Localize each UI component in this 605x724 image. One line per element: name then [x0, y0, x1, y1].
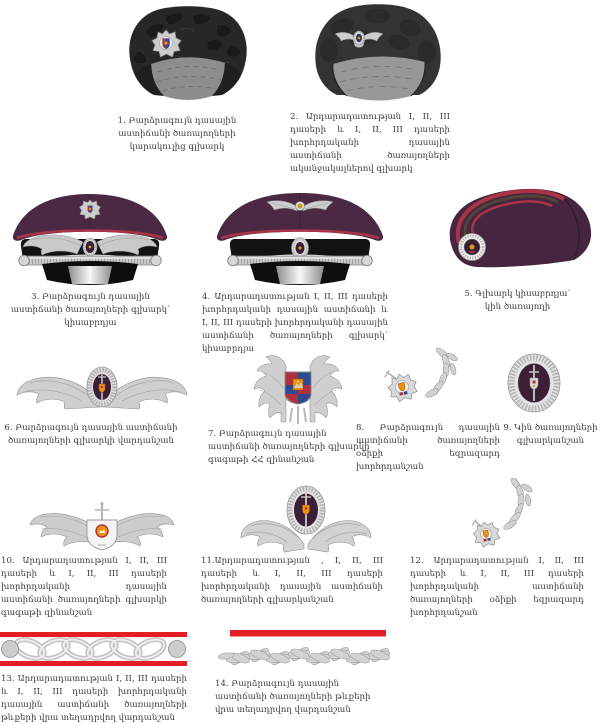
braid-band-illustration [0, 630, 190, 668]
side-button [228, 255, 238, 265]
cockade-wreath-illustration [237, 480, 375, 555]
exhibit-12-caption: 12. Արդարադատության I, II, III դասերի և I, II, III դասերի խորհրդականի աստիճանի ծառայողների օձիքի եզրազարդ խորհրդանշան [410, 556, 584, 618]
sword-shield-icon [87, 502, 117, 550]
exhibit-10-figure [28, 499, 176, 557]
exhibit-12-figure [458, 476, 542, 550]
lion-supporter-icon [310, 356, 342, 422]
karakul-fur-hat-illustration [122, 4, 254, 108]
exhibit-5-caption: 5. Գլխարկ կիսաբրդյա՝ կին ծառայողի [464, 289, 571, 312]
wreath-rosette-illustration [14, 359, 190, 413]
collar-badge-illustration [458, 476, 542, 550]
exhibit-3-figure [7, 186, 173, 292]
exhibit-6-figure [14, 359, 190, 413]
laurel-branch-icon [502, 477, 533, 531]
exhibit-7-figure [250, 352, 346, 430]
band-cockade-icon [292, 238, 309, 259]
exhibit-13-caption: 13. Արդարադատության I, II, III դասերի և I, II, III դասերի խորհրդականի դասային աստիճանի ծառայողների թևքերի վրա տեղադրվող վարդանշան [1, 674, 187, 723]
red-stripe [230, 630, 386, 637]
exhibit-14-figure [218, 628, 396, 680]
exhibit-8-caption: 8. Բարձրագույն դասային աստիճանի ծառայողների օձիքի եզրազարդ խորհրդանշան [356, 423, 500, 472]
exhibit-10-caption: 10. Արդարադատության I, II, III դասերի և I, II, III դասերի խորհրդականի դասային աստիճանի ծառայողների գլխարկի գագաթի զինանշան [1, 556, 167, 618]
eagle-supporter-icon [254, 356, 286, 422]
collar-plate-badge-icon [383, 365, 419, 404]
exhibit-8-figure [374, 345, 472, 415]
exhibit-2-caption: 2. Արդարադատության I, II, III դասերի և I, II, III դասերի խորհրդականի դասային աստիճանի ծառայողների ականջակալներով գլխարկ [290, 112, 450, 174]
arms-shield-icon [285, 372, 311, 404]
earflap-fur-hat-illustration [307, 2, 449, 106]
exhibit-1-caption: 1. Բարձրագույն դասային աստիճանի ծառայողների կարակուլից գլխարկ [117, 116, 237, 152]
exhibit-4-caption: 4. Արդարադատության I, II, III դասերի խորհրդականի դասային աստիճանի և I, II, III դասերի խորհրդականի դասային աստիճանի ծառայողների գլխարկ՝ կիսաբրդյա [202, 292, 388, 354]
laurel-band-illustration [218, 628, 396, 680]
side-cap-illustration [438, 183, 600, 279]
collar-badge-illustration [374, 345, 472, 415]
exhibit-5-figure [438, 183, 600, 279]
oval-cockade-illustration [503, 352, 565, 414]
side-button [151, 255, 161, 265]
winged-badge-illustration [28, 499, 176, 557]
side-button [362, 255, 372, 265]
end-knob [2, 641, 19, 658]
peaked-cap-illustration [7, 186, 173, 292]
collar-plate-badge-icon [471, 516, 502, 549]
exhibit-6-caption: 6. Բարձրագույն դասային աստիճանի ծառայողների գլխարկի վարդանշան [4, 423, 178, 446]
exhibit-1-figure [122, 4, 254, 108]
exhibit-3-caption: 3. Բարձրագույն դասային աստիճանի ծառայողների գլխարկ՝ կիսաբրդյա [10, 292, 171, 328]
center-cockade-icon [87, 367, 117, 407]
band-wreath-icon [23, 235, 157, 256]
laurel-branch-icon [424, 346, 458, 399]
peaked-cap-illustration [210, 186, 390, 292]
exhibit-13-figure [0, 630, 190, 668]
laurel-garland-icon [218, 645, 392, 668]
red-stripe [0, 661, 187, 666]
red-stripe [0, 632, 187, 637]
exhibit-11-caption: 11.Արդարադատության , I, II, III դասերի և I, II, III դասերի խորհրդականի դասային աստիճանի ծառայողների գլխարկանշան [201, 556, 383, 605]
exhibit-9-figure [503, 352, 565, 414]
coat-of-arms-illustration [250, 352, 346, 430]
exhibit-4-figure [210, 186, 390, 292]
side-cockade-icon [459, 234, 486, 261]
braid-links-icon [13, 636, 167, 662]
exhibit-2-figure [307, 2, 449, 106]
exhibit-14-caption: 14. Բարձրագույն դասային աստիճանի ծառայողների թևքերի վրա տեղադրվող վարդանշան [215, 679, 371, 715]
end-knob [169, 641, 186, 658]
center-cockade-icon [287, 486, 325, 534]
exhibit-9-caption: 9. Կին ծառայողների գլխարկանշան [503, 423, 598, 446]
exhibit-7-caption: 7. Բարձրագույն դասային աստիճանի ծառայողների գլխարկի գագաթի ՀՀ զինանշան [208, 429, 370, 465]
side-button [19, 255, 29, 265]
exhibit-11-figure [237, 480, 375, 555]
